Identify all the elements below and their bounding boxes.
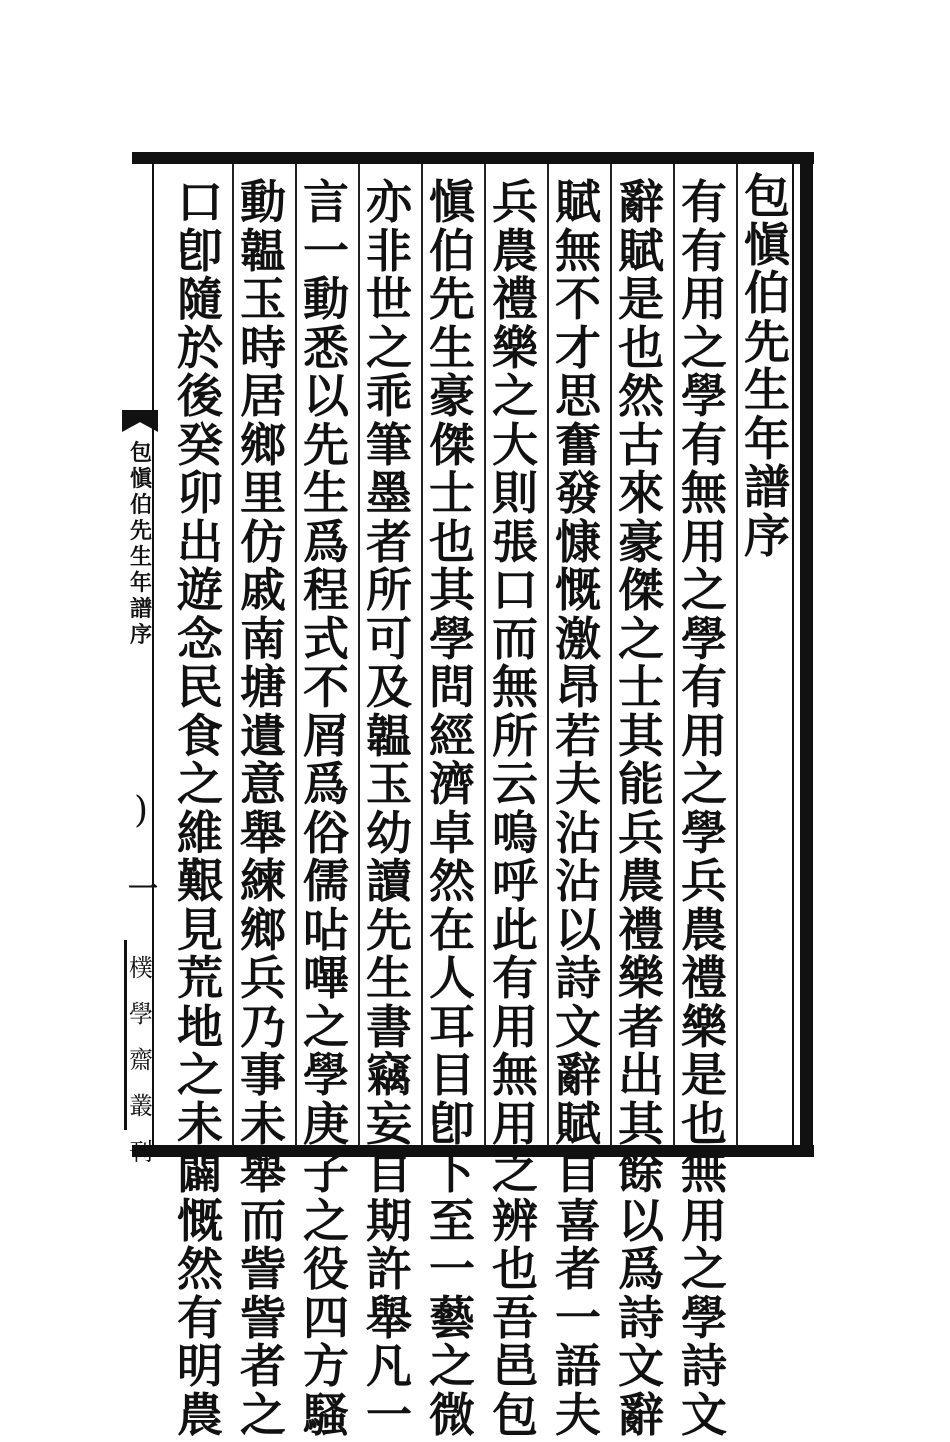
fish-tail-mark	[122, 410, 158, 432]
column-rule	[358, 164, 360, 1146]
text-column-3: 賦無不才思奮發慷慨激昂若夫沾沾以詩文辭賦自喜者一語夫	[555, 175, 601, 1442]
column-rule	[736, 164, 738, 1146]
column-rule	[232, 164, 234, 1146]
column-rule	[673, 164, 675, 1146]
edge-bracket-mark: )	[133, 790, 149, 831]
text-column-2: 辭賦是也然古來豪傑之士其能兵農禮樂者出其餘以爲詩文辭	[618, 175, 664, 1442]
text-column-4: 兵農禮樂之大則張口而無所云嗚呼此有用無用之辨也吾邑包	[492, 175, 538, 1442]
column-rule	[484, 164, 486, 1146]
text-column-8: 動韞玉時居鄉里仿戚南塘遺意舉練鄉兵乃事未舉而訾訾者之	[240, 175, 286, 1442]
column-rule	[295, 164, 297, 1146]
page-title: 包愼伯先生年譜序	[744, 169, 790, 563]
text-column-5: 愼伯先生豪傑士也其學問經濟卓然在人耳目卽下至一藝之微	[429, 175, 475, 1442]
text-column-7: 言一動悉以先生爲程式不屑爲俗儒呫嗶之學庚子之役四方騷	[303, 175, 349, 1442]
text-column-1: 有有用之學有無用之學有用之學兵農禮樂是也無用之學詩文	[681, 175, 727, 1442]
frame-right-border	[800, 152, 813, 1157]
series-name: 樸學齋叢刊	[129, 954, 153, 1166]
text-column-9: 口卽隨於後癸卯出遊念民食之維艱見荒地之未闢慨然有明農	[177, 175, 223, 1442]
edge-title: 包愼伯先生年譜序	[129, 440, 152, 648]
text-column-6: 亦非世之乖筆墨者所可及韞玉幼讀先生書竊妄自期許舉凡一	[366, 175, 412, 1442]
page-number: 一	[128, 872, 158, 907]
frame-top-border	[132, 152, 814, 164]
column-rule	[610, 164, 612, 1146]
column-rule	[421, 164, 423, 1146]
column-rule	[547, 164, 549, 1146]
